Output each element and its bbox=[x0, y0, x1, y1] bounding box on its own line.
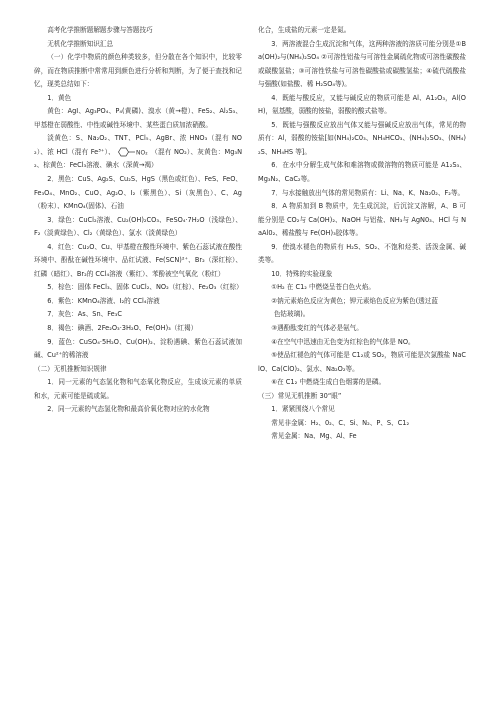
doc-title: 高考化学推断题解题步骤与答题技巧 bbox=[47, 26, 153, 34]
rule7-paragraph: 7．与水接触放出气体的常见物质有：Li、Na、K、Na₂0₂、F₂等。 bbox=[271, 188, 465, 197]
rule5-paragraph: 5．既能与强酸反应放出气体又能与强碱反应放出气体，常见的物质有：Al，弱酸的铵盐[如(NH₄)₂C0₃、NH₄HCO₃、(NH₄)₂SO₃、(NH₄)₂S、NH₄HS 等]。 bbox=[258, 120, 466, 156]
blue-paragraph: 9．蓝色：CuSO₄·5H₂O、Cu(OH)₂、淀粉遇碘、紫色石蕊试液加碱、Cu²⁺的稀溶液 bbox=[34, 337, 242, 360]
section3-heading: （三）常见无机推断 30“眼” bbox=[258, 391, 342, 400]
phenomenon-5: ⑤使品红褪色的气体可能是 C1₂或 SO₂，物质可能是次氯酸盐 NaClO、Ca(ClO)₂、氯水、Na₂O₂等。 bbox=[258, 351, 466, 373]
yellow-heading: 1．黄色 bbox=[47, 93, 72, 102]
purple-paragraph: 6．紫色：KMnO₄溶液、I₂的 CCl₄溶液 bbox=[47, 296, 160, 305]
phenomenon-1: ①H₂ 在 C1₂ 中燃烧呈苍白色火焰。 bbox=[271, 283, 375, 292]
rule10-heading: 10．特殊的实验现象 bbox=[271, 269, 333, 278]
green-paragraph: 3．绿色：CuCl₂溶液、Cu₂(OH)₂CO₃、FeSO₄·7H₂O（浅绿色）、F₂（淡黄绿色）、Cl₂（黄绿色）、氯水（淡黄绿色） bbox=[34, 215, 242, 238]
right-column bbox=[258, 24, 466, 444]
doc-subtitle: 无机化学推断知识汇总 bbox=[47, 39, 114, 48]
pale-yellow-text-b: （混有 NO₂）、 bbox=[150, 147, 198, 156]
phenomenon-6: ⑥在 C1₂ 中燃烧生成白色烟雾的是磷。 bbox=[271, 378, 386, 387]
section3-item1: 1．紧紧围绕八个常见 bbox=[271, 405, 335, 414]
phenomenon-2-cont: 色钴玻璃)。 bbox=[273, 310, 310, 319]
pale-yellow-paragraph bbox=[34, 132, 242, 173]
yellow-paragraph: 黄色：AgI、Ag₃PO₄、P₄(黄磷)、溴水（黄→橙）、FeS₂、Al₂S₃、甲基橙在弱酸性、中性或碱性环境中、某些蛋白质加浓硝酸。 bbox=[34, 107, 242, 129]
intro-paragraph: （一）化学中物质的颜色种类较多，但分散在各个知识中，比较零碎，而在物质推断中常常用到颜色进行分析和判断，为了便于查找和记忆，现类总结如下： bbox=[34, 53, 242, 89]
rule9-paragraph: 9．使溴水褪色的物质有 H₂S、SO₂、不饱和烃类、活泼金属、碱类等。 bbox=[258, 242, 466, 265]
red-paragraph: 4．红色：Cu₂O、Cu、甲基橙在酸性环境中、紫色石蕊试液在酸性环境中、酚酞在碱性环境中、品红试液、Fe(SCN)²⁺、Br₂（深红棕）、红磷（暗红）、Br₂的 CCl₄溶液（紫红）、苯酚被空气氧化（粉红） bbox=[34, 242, 242, 278]
nitrobenzene-structure-icon bbox=[115, 147, 151, 157]
rule4-paragraph: 4．既能与酸反应，又能与碱反应的物质可能是 Al、A1₂O₃，Al(OH)，氨基酸，弱酸的铵盐，弱酸的酸式盐等。 bbox=[258, 93, 466, 116]
section2-heading: （二）无机推断知识规律 bbox=[34, 364, 107, 373]
rule2-paragraph: 2．同一元素的气态氢化物和最高价氧化物对应的水化物 bbox=[47, 405, 210, 414]
continued-text: 化合，生成盐的元素一定是氮。 bbox=[258, 26, 351, 34]
pale-yellow-text-c: 灰黄色：Mg₃N₂、棕黄色：FeCl₃溶液、碘水（深黄→褐） bbox=[34, 147, 243, 170]
rule3-paragraph: 3．两溶液混合生成沉淀和气体，这两种溶液的溶质可能分别是①Ba(OH)₂与(NH₄)₂SO₄ ②可溶性铝盐与可溶性金属硫化物或可溶性碳酸盐或碳酸氢盐；③可溶性铁盐与可溶性碳酸盐或碳酸氢盐；④硫代硫酸盐与强酸(如盐酸、稀 H₂SO₄等)。 bbox=[258, 39, 466, 89]
nonmetal-list: 常见非金属：H₂、0₂、C、Si、N₂、P、S、C1₂ bbox=[271, 418, 410, 427]
rule6-paragraph: 6．在水中分解生成气体和难溶物或微溶物的物质可能是 A1₂S₃、Mg₃N₂、CaC₂等。 bbox=[258, 161, 466, 184]
pale-yellow-text-a: 淡黄色：S、Na₂O₂、TNT、PCl₅、AgBr、浓 HNO₃（混有 NO₂）、浓 HCl（混有 Fe³⁺）、 bbox=[34, 134, 242, 156]
phenomenon-3: ③遇酚酞变红的气体必是氨气。 bbox=[271, 324, 363, 333]
brown-paragraph: 5．棕色：固体 FeCl₃、固体 CuCl₂、NO₂（红棕）、Fe₂O₃（红棕） bbox=[47, 283, 243, 292]
metal-list: 常见金属：Na、Mg、Al、Fe bbox=[271, 432, 357, 441]
phenomenon-2: ②钠元素焰色反应为黄色；钾元素焰色反应为紫色(透过蓝 bbox=[271, 296, 438, 305]
svg-text:NO₂: NO₂ bbox=[135, 149, 148, 157]
gray-paragraph: 7．灰色：As、Sn、Fe₃C bbox=[47, 310, 122, 319]
rule8-paragraph: 8．A 物质加到 B 物质中，先生成沉淀，后沉淀又溶解，A、B 可能分别是 CO₂与 Ca(OH)₂、NaOH 与铝盐、NH₃与 AgN0₃、HCl 与 NaAl0₂、稀盐酸与 Fe(OH)₃胶体等。 bbox=[258, 202, 466, 238]
brown2-paragraph: 8．褐色：碘酒、2Fe₂O₃·3H₂O、Fe(OH)₃（红褐） bbox=[47, 324, 198, 333]
phenomenon-4: ④在空气中迅速由无色变为红棕色的气体是 NO。 bbox=[271, 337, 415, 346]
black-paragraph: 2．黑色：CuS、Ag₂S、Cu₂S、HgS（黑色或红色）、FeS、FeO、Fe₃O₄、MnO₂、CuO、Ag₂O、I₂（紫黑色）、Si（灰黑色）、C、Ag（粉末）、KMnO₄(固体)、石油 bbox=[34, 175, 242, 211]
rule1-paragraph: 1．同一元素的气态氢化物和气态氧化物反应，生成该元素的单质和水，元素可能是硫或氮。 bbox=[34, 378, 242, 400]
left-column bbox=[34, 24, 242, 417]
